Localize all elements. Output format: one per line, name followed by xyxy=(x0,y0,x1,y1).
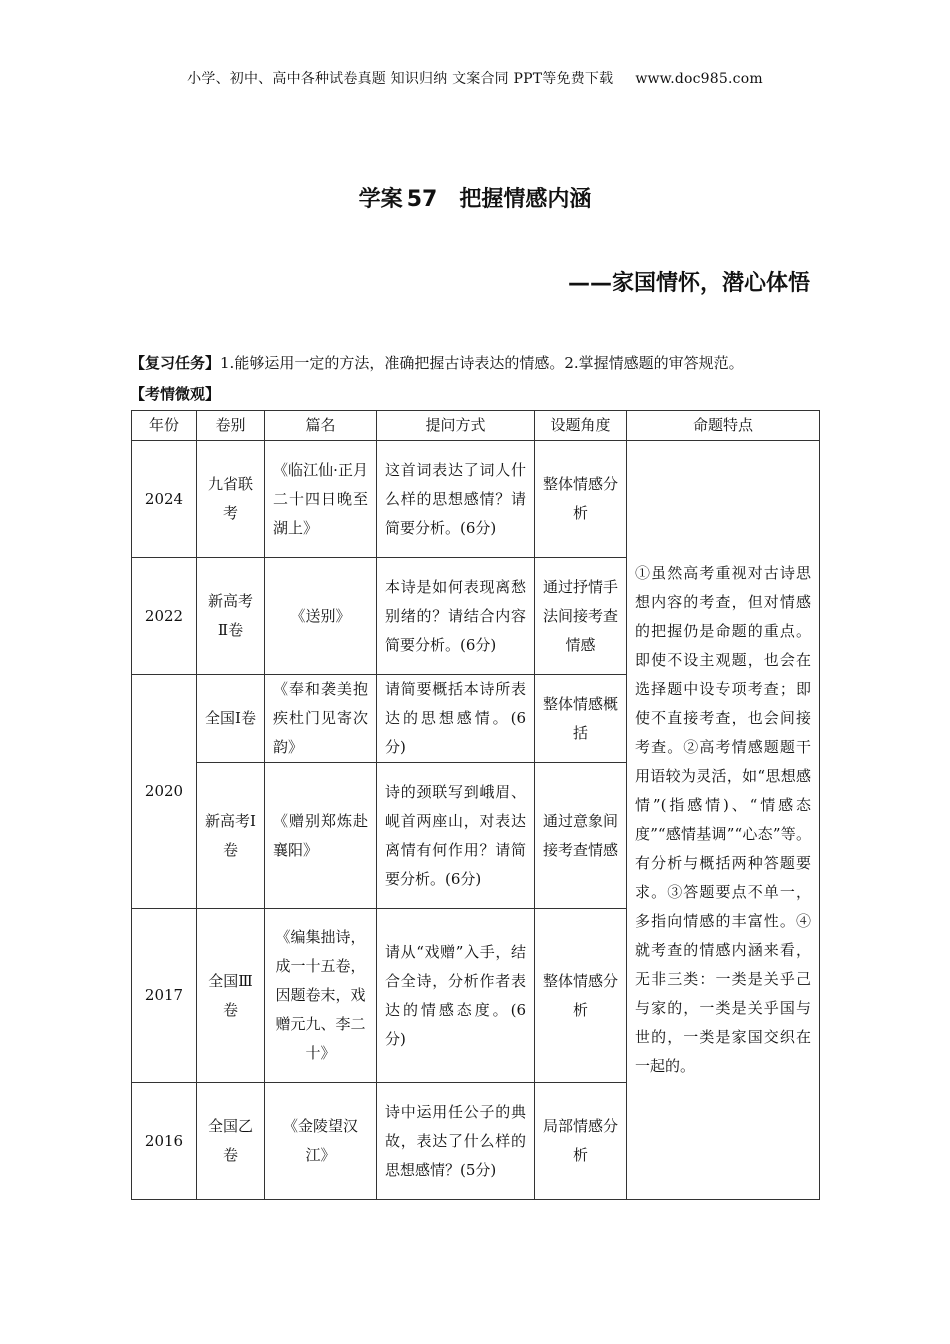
cell-year: 2020 xyxy=(132,675,197,909)
cell-title: 《送别》 xyxy=(265,558,377,675)
cell-year: 2022 xyxy=(132,558,197,675)
cell-paper: 新高考Ⅰ卷 xyxy=(197,763,265,909)
overview-label: 【考情微观】 xyxy=(130,385,221,403)
cell-title: 《临江仙·正月二十四日晚至湖上》 xyxy=(265,441,377,558)
cell-question: 这首词表达了词人什么样的思想感情？请简要分析。(6分) xyxy=(377,441,535,558)
exam-table xyxy=(131,410,820,1200)
page-subtitle: ——家国情怀，潜心体悟 xyxy=(567,271,810,296)
cell-title: 《金陵望汉江》 xyxy=(265,1083,377,1200)
cell-paper: 全国Ⅰ卷 xyxy=(197,675,265,763)
cell-question: 诗中运用任公子的典故，表达了什么样的思想感情？(5分) xyxy=(377,1083,535,1200)
cell-angle: 通过意象间接考查情感 xyxy=(535,763,627,909)
cell-angle: 局部情感分析 xyxy=(535,1083,627,1200)
cell-title: 《赠别郑炼赴襄阳》 xyxy=(265,763,377,909)
header-banner-text: 小学、初中、高中各种试卷真题 知识归纳 文案合同 PPT等免费下载 xyxy=(187,71,614,87)
header-title: 篇名 xyxy=(265,411,377,441)
cell-angle: 通过抒情手法间接考查情感 xyxy=(535,558,627,675)
review-task-label: 【复习任务】 xyxy=(130,354,221,372)
header-paper: 卷别 xyxy=(197,411,265,441)
page-title xyxy=(0,182,950,213)
cell-title: 《奉和袭美抱疾杜门见寄次韵》 xyxy=(265,675,377,763)
header-site-link[interactable]: www.doc985.com xyxy=(635,71,763,87)
table-row xyxy=(132,441,820,558)
cell-angle: 整体情感分析 xyxy=(535,909,627,1083)
cell-year: 2017 xyxy=(132,909,197,1083)
cell-year: 2024 xyxy=(132,441,197,558)
cell-title: 《编集拙诗，成一十五卷，因题卷末，戏赠元九、李二十》 xyxy=(265,909,377,1083)
cell-question: 请简要概括本诗所表达的思想感情。(6分) xyxy=(377,675,535,763)
cell-question: 请从“戏赠”入手，结合全诗，分析作者表达的情感态度。(6分) xyxy=(377,909,535,1083)
header-question: 提问方式 xyxy=(377,411,535,441)
cell-angle: 整体情感概括 xyxy=(535,675,627,763)
review-task-text: 1.能够运用一定的方法，准确把握古诗表达的情感。2.掌握情感题的审答规范。 xyxy=(220,354,744,372)
title-number: 57 xyxy=(406,187,438,212)
page-header xyxy=(0,68,950,88)
title-prefix: 学案 xyxy=(358,187,403,212)
title-text: 把握情感内涵 xyxy=(459,187,592,212)
header-features: 命题特点 xyxy=(627,411,820,441)
cell-features: ①虽然高考重视对古诗思想内容的考查，但对情感的把握仍是命题的重点。即使不设主观题，也会在选择题中设专项考查；即使不直接考查，也会间接考查。②高考情感题题干用语较为灵活，如“思想感情”(指感情)、“情感态度”“感情基调”“心态”等。有分析与概括两种答题要求。③答题要点不单一，多指向情感的丰富性。④就考查的情感内涵来看，无非三类：一类是关乎己与家的，一类是关乎国与世的，一类是家国交织在一起的。 xyxy=(627,441,820,1200)
cell-paper: 新高考Ⅱ卷 xyxy=(197,558,265,675)
cell-paper: 全国Ⅲ卷 xyxy=(197,909,265,1083)
table-header-row xyxy=(132,411,820,441)
cell-angle: 整体情感分析 xyxy=(535,441,627,558)
cell-year: 2016 xyxy=(132,1083,197,1200)
cell-paper: 全国乙卷 xyxy=(197,1083,265,1200)
review-task xyxy=(130,352,830,373)
cell-paper: 九省联考 xyxy=(197,441,265,558)
header-year: 年份 xyxy=(132,411,197,441)
cell-question: 本诗是如何表现离愁别绪的？请结合内容简要分析。(6分) xyxy=(377,558,535,675)
header-angle: 设题角度 xyxy=(535,411,627,441)
cell-question: 诗的颈联写到峨眉、岘首两座山，对表达离情有何作用？请简要分析。(6分) xyxy=(377,763,535,909)
